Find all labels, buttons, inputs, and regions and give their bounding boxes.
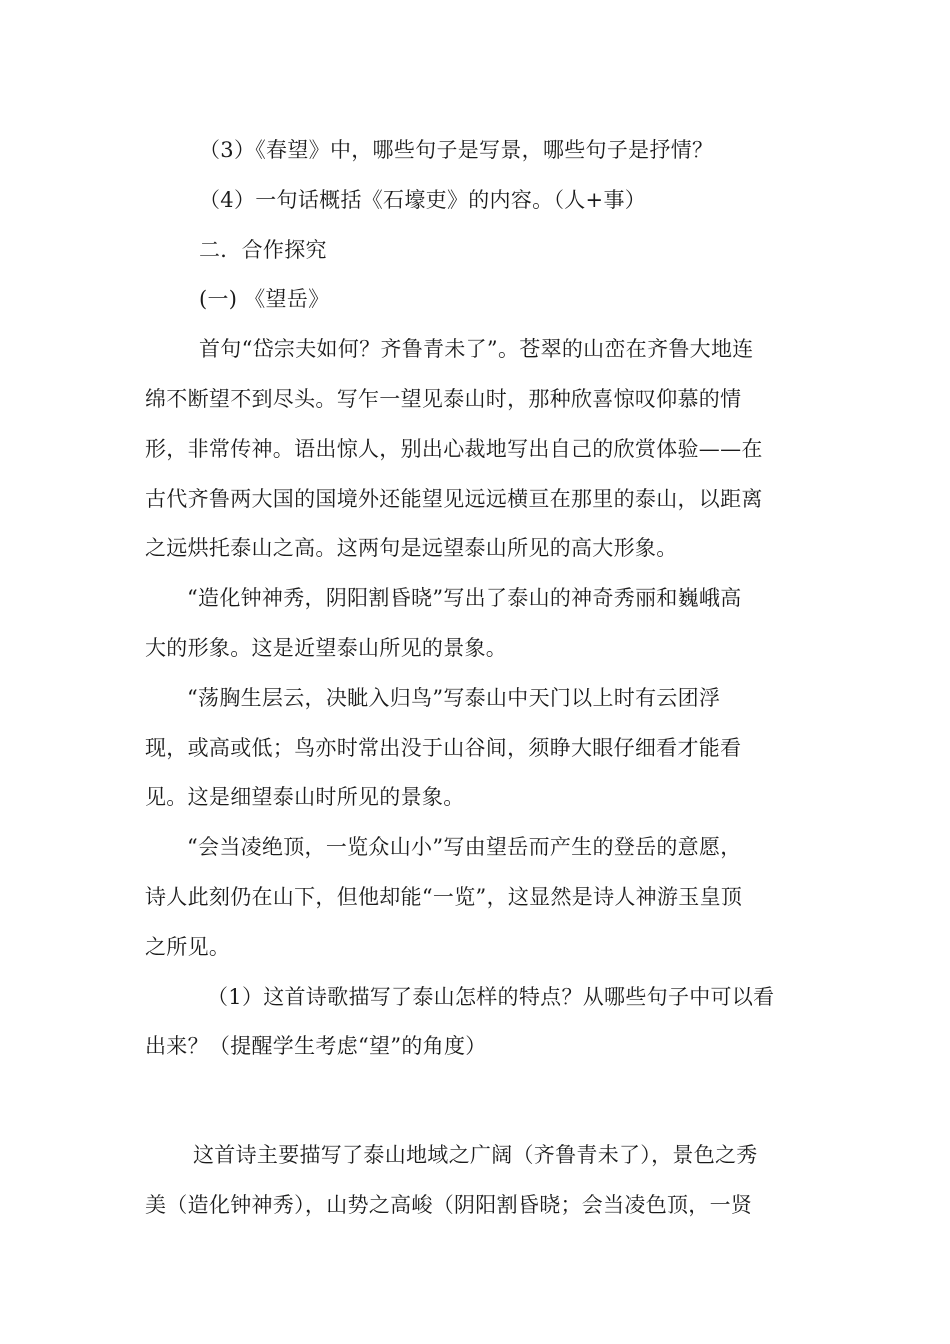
paragraph-3-line-1: “荡胸生层云，决眦入归鸟”写泰山中天门以上时有云团浮 [187,685,721,710]
subsection-heading: (一) 《望岳》 [199,287,330,312]
question-3: （3）《春望》中，哪些句子是写景，哪些句子是抒情？ [199,138,714,162]
question-1-line-2: 出来？（提醒学生考虑“望”的角度） [145,1034,487,1059]
paragraph-2-line-1: “造化钟神秀，阴阳割昏晓”写出了泰山的神奇秀丽和巍峨高 [187,586,742,611]
paragraph-1-line-3: 形，非常传神。语出惊人，别出心裁地写出自己的欣赏体验——在 [145,436,763,461]
question-1-line-1: （1）这首诗歌描写了泰山怎样的特点？从哪些句子中可以看 [207,984,775,1009]
paragraph-3-line-2: 现，或高或低；鸟亦时常出没于山谷间，须睁大眼仔细看才能看 [145,735,742,760]
paragraph-1-line-1: 首句“岱宗夫如何？齐鲁青未了”。苍翠的山峦在齐鲁大地连 [199,337,754,362]
answer-line-2: 美（造化钟神秀），山势之高峻（阴阳割昏晓；会当凌色顶，一贤 [145,1192,753,1217]
paragraph-1-line-5: 之远烘托泰山之高。这两句是远望泰山所见的高大形象。 [145,536,678,561]
paragraph-4-line-1: “会当凌绝顶，一览众山小”写由望岳而产生的登岳的意愿， [187,835,742,860]
document-page [145,126,805,1231]
question-4: （4）一句话概括《石壕吏》的内容。（人+事） [199,187,647,212]
paragraph-gap [145,1072,805,1131]
paragraph-3-line-3: 见。这是细望泰山时所见的景象。 [145,785,465,810]
paragraph-1-line-2: 绵不断望不到尽头。写乍一望见泰山时，那种欣喜惊叹仰慕的情 [145,386,742,411]
paragraph-4-line-3: 之所见。 [145,934,231,959]
section-heading: 二．合作探究 [199,237,327,262]
paragraph-1-line-4: 古代齐鲁两大国的国境外还能望见远远横亘在那里的泰山，以距离 [145,486,763,511]
paragraph-4-line-2: 诗人此刻仍在山下，但他却能“一览”，这显然是诗人神游玉皇顶 [145,884,743,909]
paragraph-2-line-2: 大的形象。这是近望泰山所见的景象。 [145,635,508,660]
answer-line-1: 这首诗主要描写了泰山地域之广阔（齐鲁青未了），景色之秀 [193,1143,758,1168]
